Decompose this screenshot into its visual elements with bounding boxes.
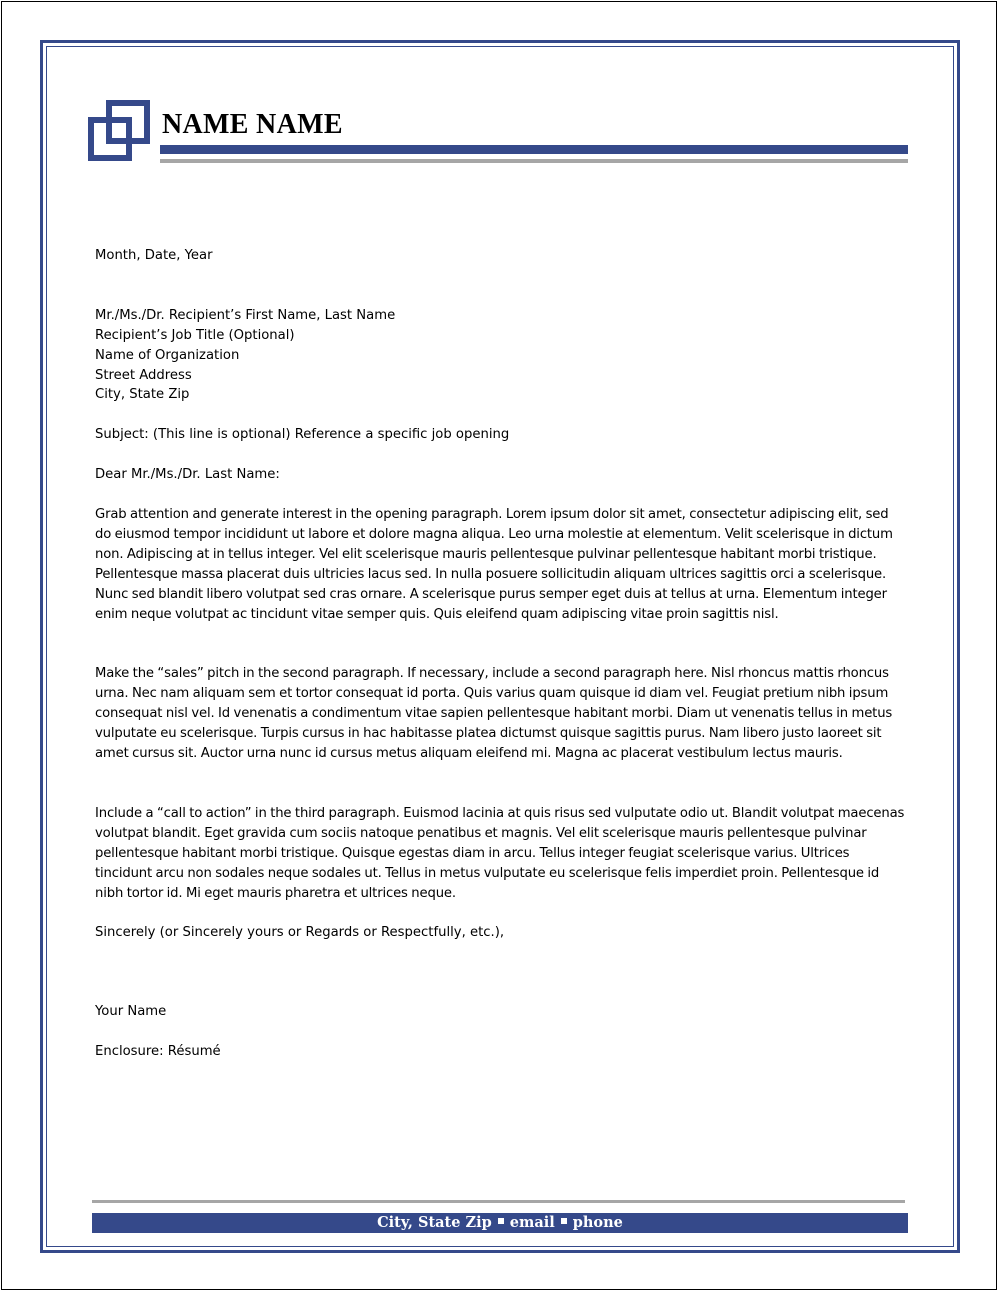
recipient-organization: Name of Organization bbox=[95, 348, 240, 363]
nested-squares-icon bbox=[88, 100, 150, 162]
footer-separator bbox=[498, 1218, 504, 1224]
paragraph-sales: Make the “sales” pitch in the second paragraph. If necessary, include a second paragraph here. Nisl rhoncus mattis rhoncus urna. Nec nam aliquam sem et tortor consequat id porta. Quis varius quam quisque id diam vel. Feugiat pretium nibh ipsum consequat nisl vel. Id venenatis a condimentum vitae sapien pellentesque habitant morbi. Diam ut venenatis tellus in metus vulputate eu scelerisque. Turpis cursus in hac habitasse platea dictumst quisque sagittis purus. Nam libero justo laoreet sit amet cursus sit. Auctor urna nunc id cursus metus aliquam eleifend mi. Magna ac placerat vestibulum lectus mauris. bbox=[95, 666, 893, 761]
page-frame-inner bbox=[46, 46, 954, 1247]
recipient-city-state-zip: City, State Zip bbox=[95, 387, 190, 402]
footer-city-state-zip: City, State Zip bbox=[377, 1214, 492, 1231]
footer-rule-gray bbox=[92, 1200, 905, 1203]
enclosure-line: Enclosure: Résumé bbox=[95, 1044, 221, 1059]
sender-name: NAME NAME bbox=[162, 109, 343, 140]
signature-name: Your Name bbox=[95, 1004, 167, 1019]
letter-closing: Sincerely (or Sincerely yours or Regards or Respectfully, etc.), bbox=[95, 925, 505, 940]
footer-phone: phone bbox=[572, 1214, 623, 1231]
footer-separator bbox=[561, 1218, 567, 1224]
recipient-name: Mr./Ms./Dr. Recipient’s First Name, Last Name bbox=[95, 308, 396, 323]
paragraph-opening: Grab attention and generate interest in the opening paragraph. Lorem ipsum dolor sit amet, consectetur adipiscing elit, sed do eiusmod tempor incididunt ut labore et dolore magna aliqua. Leo urna molestie at elementum. Velit scelerisque in dictum non. Adipiscing at in tellus integer. Vel elit scelerisque mauris pellentesque pulvinar pellentesque habitant morbi tristique. Pellentesque massa placerat duis ultricies lacus sed. In nulla posuere sollicitudin aliquam ultrices sagittis orci a scelerisque. Nunc sed blandit libero volutpat sed cras ornare. A scelerisque purus semper eget duis at tellus at urna. Elementum integer enim neque volutpat ac tincidunt vitae semper quis. Quis eleifend quam adipiscing vitae proin sagittis nisl. bbox=[95, 507, 893, 622]
letter-salutation: Dear Mr./Ms./Dr. Last Name: bbox=[95, 467, 280, 482]
paragraph-call-to-action: Include a “call to action” in the third paragraph. Euismod lacinia at quis risus sed vulputate odio ut. Blandit volutpat maecenas volutpat blandit. Eget gravida cum sociis natoque penatibus et magnis. Vel elit scelerisque mauris pellentesque pulvinar pellentesque habitant morbi tristique. Quisque egestas diam in arcu. Tellus integer feugiat scelerisque varius. Ultrices tincidunt arcu non sodales neque sodales ut. Tellus in metus vulputate eu scelerisque felis imperdiet proin. Pellentesque id nibh tortor id. Mi eget mauris pharetra et ultrices neque. bbox=[95, 806, 905, 901]
letter-subject: Subject: (This line is optional) Reference a specific job opening bbox=[95, 427, 510, 442]
footer-contact-bar bbox=[92, 1213, 908, 1233]
footer-email: email bbox=[509, 1214, 555, 1231]
recipient-street: Street Address bbox=[95, 368, 192, 383]
header-rule-gray bbox=[160, 159, 908, 163]
letter-date: Month, Date, Year bbox=[95, 248, 213, 263]
recipient-job-title: Recipient’s Job Title (Optional) bbox=[95, 328, 295, 343]
header-rule-blue bbox=[160, 145, 908, 154]
